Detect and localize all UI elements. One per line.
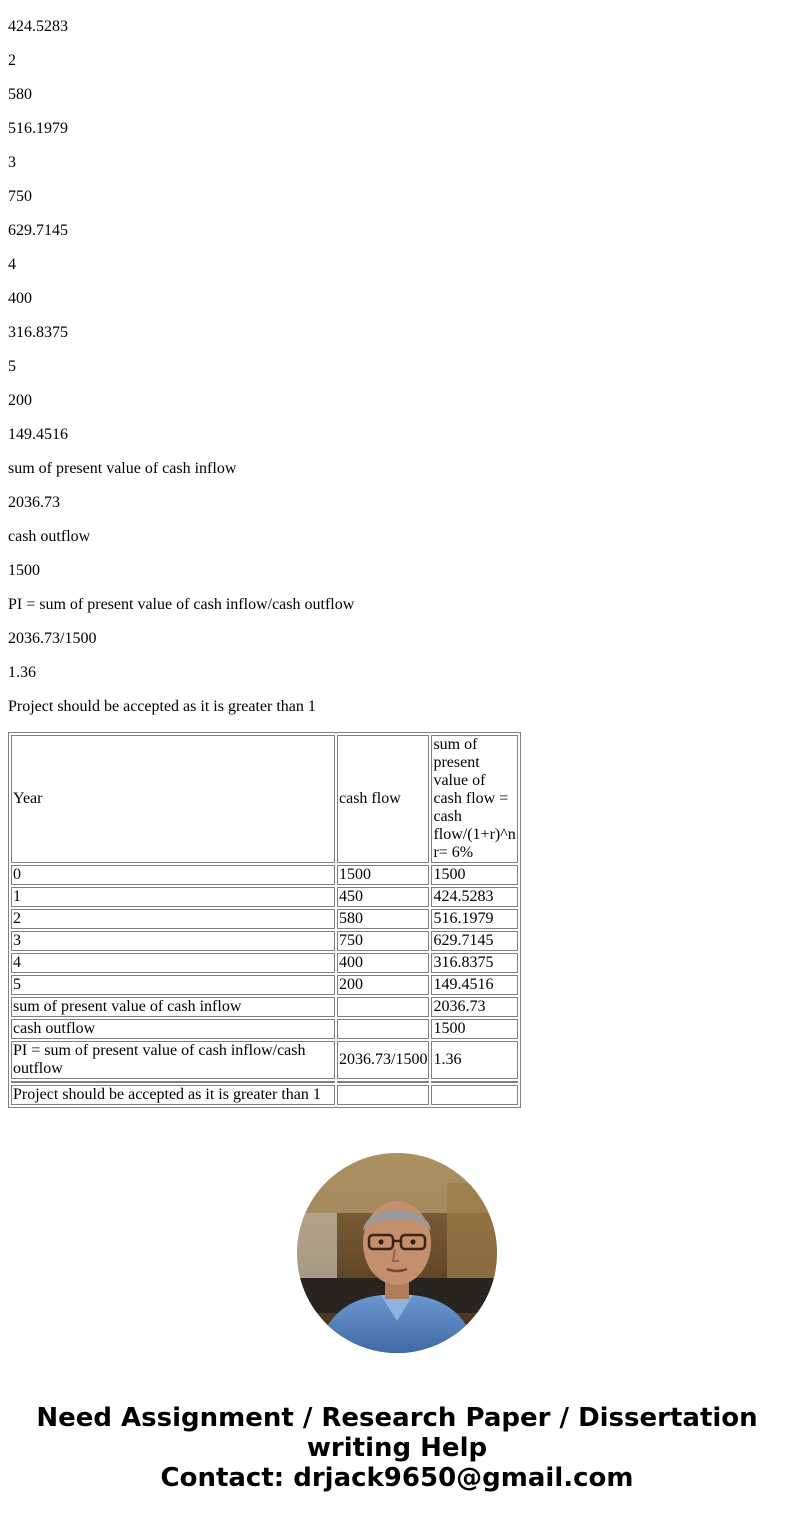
cell-formula: 2036.73/1500	[337, 1041, 429, 1079]
cell-cash-flow: 1500	[337, 865, 429, 885]
cell-empty	[337, 1019, 429, 1039]
header-present-value	[431, 735, 517, 863]
text-line: 580	[8, 86, 32, 103]
table-row	[11, 1085, 518, 1105]
text-line: 1500	[8, 562, 40, 579]
header-year: Year	[11, 735, 335, 863]
text-line: 2036.73/1500	[8, 630, 97, 647]
author-photo	[297, 1153, 497, 1353]
header-pv-line: cash	[433, 808, 462, 825]
text-line: 2036.73	[8, 494, 60, 511]
cell-present-value: 516.1979	[431, 909, 517, 929]
table-row	[11, 909, 518, 929]
table-row	[11, 1041, 518, 1079]
conclusion-line: Project should be accepted as it is greater than 1	[8, 698, 316, 715]
cell-year: 0	[11, 865, 335, 885]
cell-present-value: 2036.73	[431, 997, 517, 1017]
table-row	[11, 887, 518, 907]
cell-conclusion: Project should be accepted as it is greater than 1	[11, 1085, 335, 1105]
table-row	[11, 865, 518, 885]
cell-empty	[431, 1085, 517, 1105]
header-pv-line: value of	[433, 772, 486, 789]
header-pv-line: r= 6%	[433, 844, 474, 861]
promo-line: writing Help	[306, 1433, 488, 1463]
cell-spacer	[431, 1081, 517, 1083]
portrait-image	[297, 1153, 497, 1353]
text-line: 629.7145	[8, 222, 68, 239]
text-line: 5	[8, 358, 16, 375]
cell-cash-flow: 200	[337, 975, 429, 995]
cell-spacer	[11, 1081, 335, 1083]
cell-year: 1	[11, 887, 335, 907]
cell-present-value: 1500	[431, 865, 517, 885]
text-line: cash outflow	[8, 528, 91, 545]
cell-present-value: 1500	[431, 1019, 517, 1039]
table-row	[11, 997, 518, 1017]
header-pv-line: flow/(1+r)^n	[433, 826, 516, 843]
text-line: 149.4516	[8, 426, 68, 443]
promo-line: Need Assignment / Research Paper / Dissertation	[36, 1403, 758, 1433]
text-line: 2	[8, 52, 16, 69]
text-line: 1.36	[8, 664, 36, 681]
cell-present-value: 316.8375	[431, 953, 517, 973]
cell-label: PI = sum of present value of cash inflow/cash outflow	[11, 1041, 335, 1079]
cell-label: cash outflow	[11, 1019, 335, 1039]
cell-cash-flow: 450	[337, 887, 429, 907]
table-header-row	[11, 735, 518, 863]
cell-empty	[337, 997, 429, 1017]
cell-present-value: 424.5283	[431, 887, 517, 907]
text-line: 424.5283	[8, 18, 68, 35]
text-line: 316.8375	[8, 324, 68, 341]
cell-year: 2	[11, 909, 335, 929]
header-pv-line: present	[433, 754, 480, 771]
header-cash-flow: cash flow	[337, 735, 429, 863]
cell-cash-flow: 400	[337, 953, 429, 973]
cell-year: 5	[11, 975, 335, 995]
table-row	[11, 1019, 518, 1039]
header-pv-line: cash flow =	[433, 790, 509, 807]
table-row	[11, 975, 518, 995]
header-pv-line: sum of	[433, 736, 478, 753]
cell-year: 3	[11, 931, 335, 951]
text-line: 4	[8, 256, 16, 273]
text-line: 400	[8, 290, 32, 307]
cell-year: 4	[11, 953, 335, 973]
table-row	[11, 953, 518, 973]
promo-contact: Contact: drjack9650@gmail.com	[160, 1463, 634, 1493]
document-body	[8, 0, 786, 1108]
pi-calculation-table	[8, 732, 521, 1108]
text-line: sum of present value of cash inflow	[8, 460, 237, 477]
text-line: PI = sum of present value of cash inflow/cash outflow	[8, 596, 355, 613]
cell-cash-flow: 580	[337, 909, 429, 929]
table-spacer-row	[11, 1081, 518, 1083]
table-row	[11, 931, 518, 951]
cell-label: sum of present value of cash inflow	[11, 997, 335, 1017]
text-line: 516.1979	[8, 120, 68, 137]
cell-present-value: 149.4516	[431, 975, 517, 995]
text-line	[8, 0, 786, 2]
cell-empty	[337, 1085, 429, 1105]
text-line: 200	[8, 392, 32, 409]
cell-present-value: 629.7145	[431, 931, 517, 951]
promo-banner	[0, 1403, 794, 1493]
cell-result: 1.36	[431, 1041, 517, 1079]
text-line: 750	[8, 188, 32, 205]
cell-spacer	[337, 1081, 429, 1083]
cell-cash-flow: 750	[337, 931, 429, 951]
text-line: 3	[8, 154, 16, 171]
